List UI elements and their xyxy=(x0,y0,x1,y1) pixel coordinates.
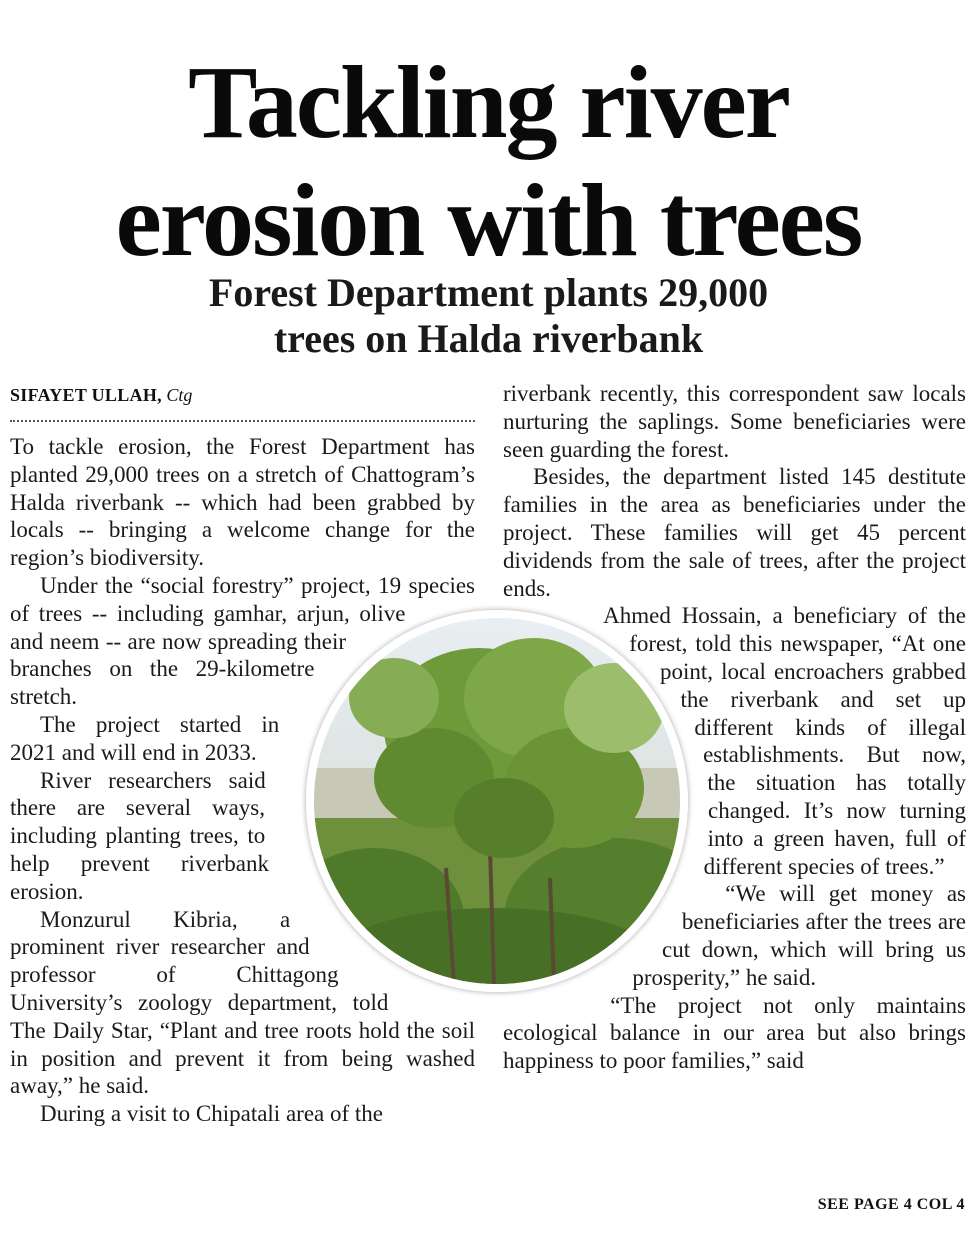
tree-photo xyxy=(306,610,688,992)
subheadline xyxy=(0,270,977,362)
paragraph: “The project not only maintains ecological balance in our area but also brings happiness to poor families,” said xyxy=(503,992,966,1074)
tree-photo-illustration xyxy=(314,618,680,984)
paragraph: To tackle erosion, the Forest Department has planted 29,000 trees on a stretch of Chattogram’s Halda riverbank -- which had been grabbed by locals -- bringing a welcome change for the region’s biodiversity. xyxy=(10,434,475,571)
continued-jump-line: SEE PAGE 4 COL 4 xyxy=(817,1196,965,1213)
byline-place: Ctg xyxy=(166,385,193,405)
headline xyxy=(0,44,977,280)
paragraph: Monzurul Kibria, a prominent river researcher and professor of Chittagong University’s zoology department, told The Daily Star, “Plant and tree roots hold the soil in position and prevent it from being washed away,” he said. xyxy=(10,906,475,1099)
byline-author: SIFAYET ULLAH, xyxy=(10,385,162,405)
paragraph: Under the “social forestry” project, 19 species of trees -- including gamhar, arjun, olive and neem -- are now spreading their branches on the 29-kilometre stretch. xyxy=(10,572,475,710)
headline-line-1: Tackling river xyxy=(188,45,789,160)
paragraph: “We will get money as beneficiaries after the trees are cut down, which will bring us prosperity,” he said. xyxy=(632,881,966,990)
subheadline-line-2: trees on Halda riverbank xyxy=(273,316,704,361)
paragraph: The project started in 2021 and will end in 2033. xyxy=(10,711,280,765)
headline-line-2: erosion with trees xyxy=(115,163,862,278)
paragraph: riverbank recently, this correspondent saw locals nurturing the saplings. Some beneficiaries were seen guarding the forest. xyxy=(503,381,966,462)
subheadline-line-1: Forest Department plants 29,000 xyxy=(208,270,769,315)
paragraph: During a visit to Chipatali area of the xyxy=(40,1101,383,1127)
paragraph: Besides, the department listed 145 destitute families in the area as beneficiaries under the project. These families will get 45 percent dividends from the sale of trees, after the project ends. xyxy=(503,464,966,601)
paragraph: Ahmed Hossain, a beneficiary of the forest, told this newspaper, “At one point, local encroachers grabbed the riverbank and set up different kinds of illegal establishments. But now, the situation has totally changed. It’s now turning into a green haven, full of different species of trees.” xyxy=(603,603,966,879)
paragraph: River researchers said there are several ways, including planting trees, to help prevent riverbank erosion. xyxy=(10,767,270,904)
byline xyxy=(10,385,192,406)
byline-divider xyxy=(10,420,475,422)
